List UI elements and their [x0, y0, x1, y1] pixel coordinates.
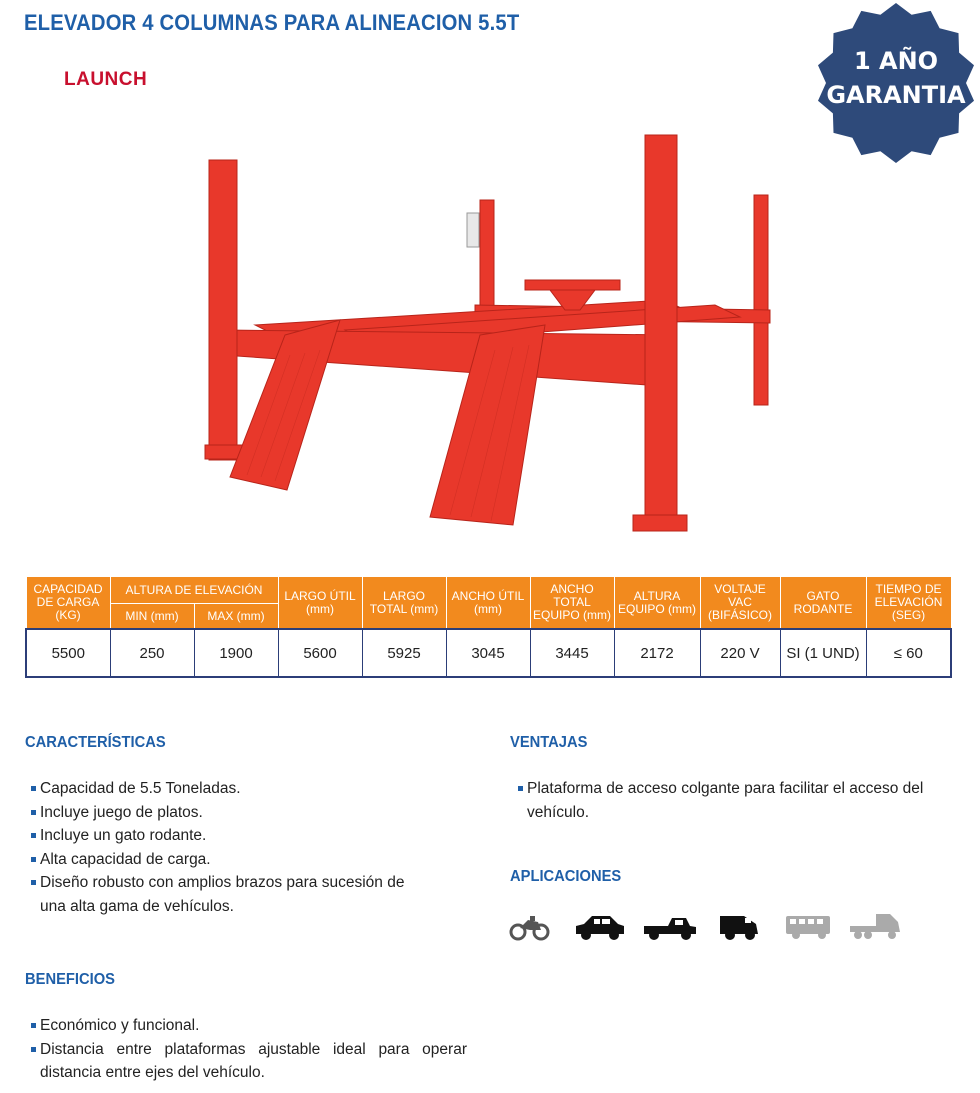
ventajas-heading: VENTAJAS — [510, 734, 588, 751]
beneficios-heading: BENEFICIOS — [25, 971, 115, 988]
list-item: Incluye un gato rodante. — [27, 824, 427, 848]
value-altura-equipo: 2172 — [614, 629, 700, 677]
bus-icon — [786, 916, 830, 939]
header-capacidad: CAPACIDAD DE CARGA (KG) — [26, 577, 110, 630]
warranty-line-1: 1 AÑO — [853, 47, 939, 75]
value-gato: SI (1 UND) — [780, 629, 866, 677]
header-largo-total: LARGO TOTAL (mm) — [362, 577, 446, 630]
van-icon — [720, 916, 758, 940]
header-tiempo: TIEMPO DE ELEVACIÓN (SEG) — [866, 577, 951, 630]
truck-icon — [850, 914, 900, 939]
list-item: Diseño robusto con amplios brazos para sucesión de una alta gama de vehículos. — [27, 871, 427, 918]
caracteristicas-heading: CARACTERÍSTICAS — [25, 734, 166, 751]
list-item: Económico y funcional. — [27, 1014, 467, 1038]
header-voltaje: VOLTAJE VAC (BIFÁSICO) — [700, 577, 780, 630]
value-capacidad: 5500 — [26, 629, 110, 677]
ventajas-list — [514, 777, 954, 824]
header-largo-util: LARGO ÚTIL (mm) — [278, 577, 362, 630]
page-title: ELEVADOR 4 COLUMNAS PARA ALINEACION 5.5T — [24, 10, 520, 35]
value-max: 1900 — [194, 629, 278, 677]
header-ancho-total: ANCHO TOTAL EQUIPO (mm) — [530, 577, 614, 630]
aplicaciones-heading: APLICACIONES — [510, 868, 622, 885]
warranty-badge-text — [815, 44, 977, 112]
header-altura-equipo: ALTURA EQUIPO (mm) — [614, 577, 700, 630]
rolling-jack — [525, 280, 620, 290]
value-largo-util: 5600 — [278, 629, 362, 677]
warranty-line-2: GARANTIA — [826, 81, 966, 109]
lift-illustration — [195, 125, 795, 535]
value-tiempo: ≤ 60 — [866, 629, 951, 677]
beneficios-list — [27, 1014, 467, 1085]
value-largo-total: 5925 — [362, 629, 446, 677]
header-gato: GATO RODANTE — [780, 577, 866, 630]
pickup-icon — [644, 918, 696, 940]
brand-logo: LAUNCH — [64, 69, 148, 90]
control-box — [467, 213, 479, 247]
header-altura-elevacion: ALTURA DE ELEVACIÓN — [110, 577, 278, 604]
list-item: Incluye juego de platos. — [27, 801, 427, 825]
front-left-post — [209, 160, 237, 460]
caracteristicas-list — [27, 777, 427, 918]
header-min: MIN (mm) — [110, 604, 194, 630]
value-voltaje: 220 V — [700, 629, 780, 677]
front-right-post — [645, 135, 677, 520]
table-row — [26, 629, 951, 677]
list-item: Plataforma de acceso colgante para facilitar el acceso del vehículo. — [514, 777, 954, 824]
list-item: Distancia entre plataformas ajustable ideal para operar distancia entre ejes del vehículo. — [27, 1038, 467, 1085]
value-ancho-util: 3045 — [446, 629, 530, 677]
header-max: MAX (mm) — [194, 604, 278, 630]
header-ancho-util: ANCHO ÚTIL (mm) — [446, 577, 530, 630]
motorcycle-icon — [511, 916, 548, 939]
value-min: 250 — [110, 629, 194, 677]
vehicle-icons — [508, 908, 908, 944]
rear-right-post — [754, 195, 768, 405]
list-item: Capacidad de 5.5 Toneladas. — [27, 777, 427, 801]
specs-table — [25, 576, 952, 678]
value-ancho-total: 3445 — [530, 629, 614, 677]
car-icon — [576, 916, 624, 940]
list-item: Alta capacidad de carga. — [27, 848, 427, 872]
